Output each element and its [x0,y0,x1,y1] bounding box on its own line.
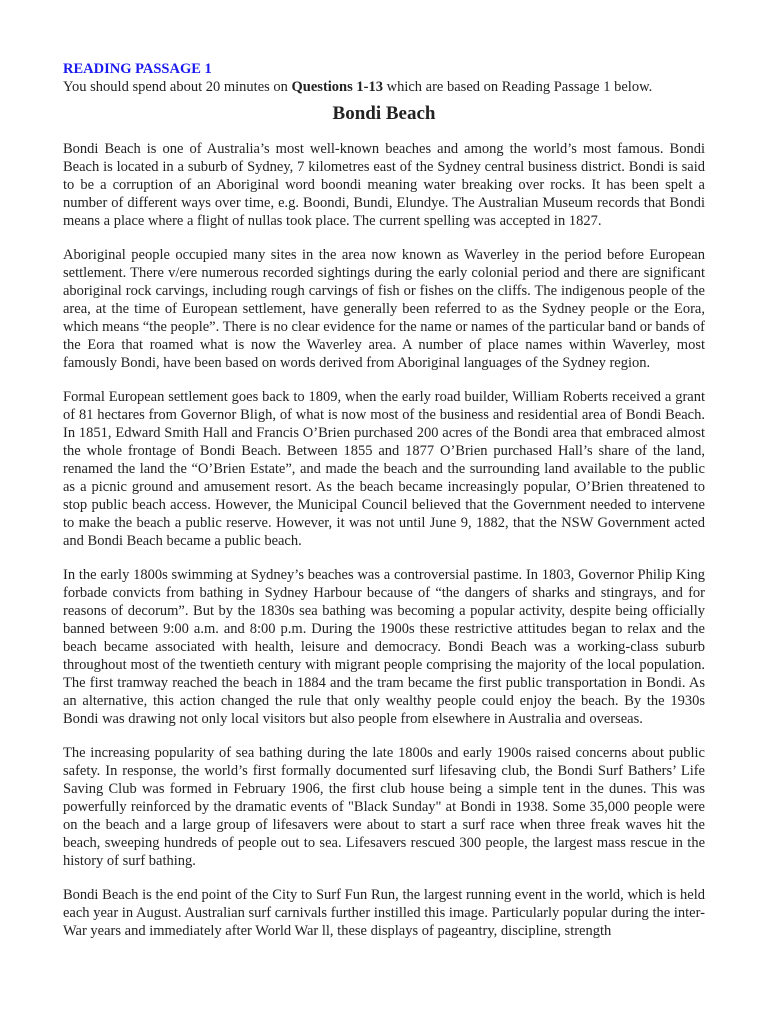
instruction-text-end: which are based on Reading Passage 1 below. [382,79,653,95]
paragraph-2: Aboriginal people occupied many sites in the area now known as Waverley in the period before European settlement. There v/ere numerous recorded sightings during the early colonial period and there are significant aboriginal rock carvings, including rough carvings of fish or fishes on the cliffs. The indigenous people of the area, at the time of European settlement, have generally been referred to as the Sydney people or the Eora, which means “the people”. There is no clear evidence for the name or names of the particular band or bands of the Eora that roamed what is now the Waverley area. A number of place names within Waverley, most famously Bondi, have been based on words derived from Aboriginal languages of the Sydney region. [63,247,705,371]
instruction-text-start: You should spend about 20 minutes on [63,79,292,95]
paragraph-5: The increasing popularity of sea bathing during the late 1800s and early 1900s raised concerns about public safety. In response, the world’s first formally documented surf lifesaving club, the Bondi Surf Bathers’ Life Saving Club was formed in February 1906, the first club house being a simple tent in the dunes. This was powerfully reinforced by the dramatic events of "Black Sunday" at Bondi in 1938. Some 35,000 people were on the beach and a large group of lifesavers were about to start a surf race when three freak waves hit the beach, sweeping hundreds of people out to sea. Lifesavers rescued 300 people, the largest mass rescue in the history of surf bathing. [63,745,705,869]
passage-instruction [63,78,705,96]
paragraph-6: Bondi Beach is the end point of the City to Surf Fun Run, the largest running event in the world, which is held each year in August. Australian surf carnivals further instilled this image. Particularly popular during the inter-War years and immediately after World War ll, these displays of pageantry, discipline, strength [63,887,705,939]
passage-title: Bondi Beach [332,103,436,124]
passage-heading: READING PASSAGE 1 [63,61,212,77]
paragraph-1: Bondi Beach is one of Australia’s most well-known beaches and among the world’s most famous. Bondi Beach is located in a suburb of Sydney, 7 kilometres east of the Sydney central business district. Bondi is said to be a corruption of an Aboriginal word boondi meaning water breaking over rocks. It has been spelt a number of different ways over time, e.g. Boondi, Bundi, Elundye. The Australian Museum records that Bondi means a place where a flight of nullas took place. The current spelling was accepted in 1827. [63,141,705,229]
paragraph-3: Formal European settlement goes back to 1809, when the early road builder, William Roberts received a grant of 81 hectares from Governor Bligh, of what is now most of the business and residential area of Bondi Beach. In 1851, Edward Smith Hall and Francis O’Brien purchased 200 acres of the Bondi area that embraced almost the whole frontage of Bondi Beach. Between 1855 and 1877 O’Brien purchased Hall’s share of the land, renamed the land the “O’Brien Estate”, and made the beach and the surrounding land available to the public as a picnic ground and amusement resort. As the beach became increasingly popular, O’Brien threatened to stop public beach access. However, the Municipal Council believed that the Government needed to intervene to make the beach a public reserve. However, it was not until June 9, 1882, that the NSW Government acted and Bondi Beach became a public beach. [63,389,705,549]
paragraph-4: In the early 1800s swimming at Sydney’s beaches was a controversial pastime. In 1803, Governor Philip King forbade convicts from bathing in Sydney Harbour because of “the dangers of sharks and stingrays, and for reasons of decorum”. But by the 1830s sea bathing was becoming a popular activity, despite being officially banned between 9:00 a.m. and 8:00 p.m. During the 1900s these restrictive attitudes began to relax and the beach became associated with health, leisure and democracy. Bondi Beach was a working-class suburb throughout most of the twentieth century with migrant people comprising the majority of the local population. The first tramway reached the beach in 1884 and the tram became the first public transportation in Bondi. As an alternative, this action changed the rule that only wealthy people could enjoy the beach. By the 1930s Bondi was drawing not only local visitors but also people from elsewhere in Australia and overseas. [63,567,705,727]
instruction-questions: Questions 1-13 [291,79,383,95]
